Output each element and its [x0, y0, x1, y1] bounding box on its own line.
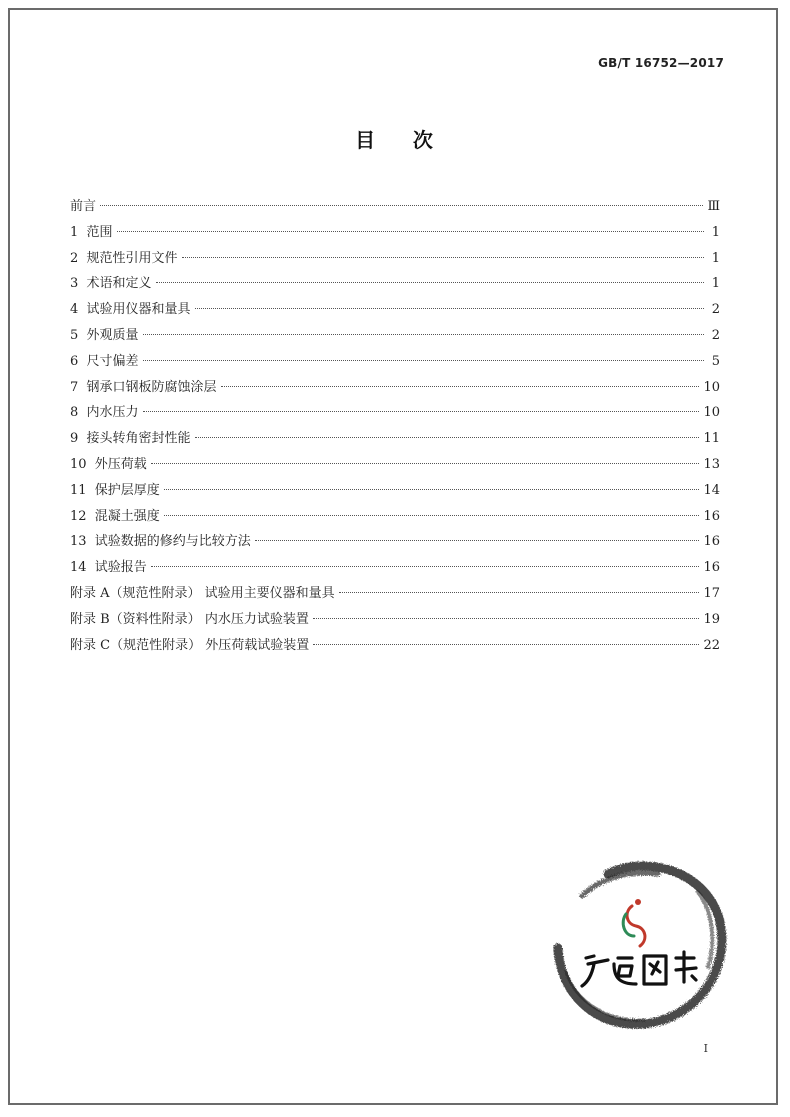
- toc-leader-dots: [151, 566, 700, 567]
- toc-entry-page: 11: [703, 431, 720, 447]
- toc-entry-page: Ⅲ: [707, 199, 720, 214]
- toc-entry-label: 附录 B（资料性附录） 内水压力试验装置: [70, 611, 309, 627]
- toc-entry-page: 16: [703, 508, 720, 524]
- table-of-contents: [70, 194, 720, 658]
- standard-code: GB/T 16752—2017: [598, 56, 724, 70]
- toc-entry[interactable]: [70, 478, 720, 504]
- watermark-seal: [548, 852, 728, 1032]
- toc-entry-label: 12 混凝土强度: [70, 508, 160, 524]
- page-number: I: [703, 1042, 708, 1055]
- toc-leader-dots: [255, 540, 700, 541]
- toc-entry-label: 7 钢承口钢板防腐蚀涂层: [70, 379, 217, 395]
- toc-entry[interactable]: [70, 375, 720, 401]
- toc-entry-page: 5: [711, 353, 720, 369]
- toc-entry-page: 1: [711, 224, 720, 240]
- toc-entry-label: 9 接头转角密封性能: [70, 431, 191, 447]
- toc-entry[interactable]: [70, 581, 720, 607]
- toc-entry-label: 5 外观质量: [70, 327, 139, 343]
- toc-entry-label: 11 保护层厚度: [70, 482, 160, 498]
- toc-entry-label: 附录 C（规范性附录） 外压荷载试验装置: [70, 637, 310, 653]
- toc-entry[interactable]: [70, 555, 720, 581]
- toc-leader-dots: [339, 592, 700, 593]
- page-title: 目 次: [355, 128, 435, 152]
- toc-leader-dots: [195, 308, 704, 309]
- toc-entry-page: 22: [703, 637, 720, 653]
- toc-leader-dots: [117, 231, 704, 232]
- toc-entry-label: 14 试验报告: [70, 560, 147, 576]
- toc-entry-page: 1: [711, 276, 720, 292]
- toc-leader-dots: [313, 618, 700, 619]
- toc-leader-dots: [100, 205, 703, 206]
- toc-entry-page: 13: [703, 456, 720, 472]
- toc-leader-dots: [182, 257, 704, 258]
- toc-entry-page: 16: [703, 560, 720, 576]
- toc-entry-page: 1: [711, 250, 720, 266]
- toc-entry-page: 19: [703, 611, 720, 627]
- toc-entry[interactable]: [70, 452, 720, 478]
- toc-entry-label: 1 范围: [70, 224, 113, 240]
- toc-entry-label: 6 尺寸偏差: [70, 353, 139, 369]
- toc-entry-page: 16: [703, 534, 720, 550]
- toc-entry-label: 前言: [70, 199, 97, 214]
- toc-entry-page: 2: [711, 327, 720, 343]
- toc-entry-page: 2: [711, 302, 720, 318]
- toc-entry-page: 17: [703, 585, 720, 601]
- toc-entry-page: 14: [703, 482, 720, 498]
- seal-calligraphy-text: [582, 952, 696, 986]
- toc-entry-label: 8 内水压力: [70, 405, 139, 421]
- toc-leader-dots: [143, 360, 704, 361]
- toc-leader-dots: [221, 386, 700, 387]
- toc-leader-dots: [143, 411, 700, 412]
- toc-entry-label: 10 外压荷载: [70, 456, 147, 472]
- toc-entry-label: 13 试验数据的修约与比较方法: [70, 534, 251, 550]
- toc-leader-dots: [313, 644, 699, 645]
- toc-leader-dots: [164, 489, 700, 490]
- toc-entry-label: 3 术语和定义: [70, 276, 152, 292]
- toc-leader-dots: [156, 282, 704, 283]
- toc-entry[interactable]: [70, 633, 720, 659]
- toc-leader-dots: [195, 437, 700, 438]
- toc-entry[interactable]: [70, 400, 720, 426]
- toc-entry[interactable]: [70, 271, 720, 297]
- toc-entry[interactable]: [70, 504, 720, 530]
- toc-entry-page: 10: [703, 379, 720, 395]
- seal-logo-icon: [623, 899, 645, 946]
- toc-entry[interactable]: [70, 297, 720, 323]
- toc-entry[interactable]: [70, 323, 720, 349]
- toc-leader-dots: [151, 463, 700, 464]
- toc-entry[interactable]: [70, 246, 720, 272]
- toc-entry[interactable]: [70, 529, 720, 555]
- toc-entry-label: 2 规范性引用文件: [70, 250, 178, 266]
- toc-entry-label: 4 试验用仪器和量具: [70, 302, 191, 318]
- toc-entry[interactable]: [70, 194, 720, 220]
- toc-entry[interactable]: [70, 426, 720, 452]
- toc-entry[interactable]: [70, 607, 720, 633]
- toc-entry[interactable]: [70, 349, 720, 375]
- toc-entry-page: 10: [703, 405, 720, 421]
- toc-leader-dots: [164, 515, 700, 516]
- toc-entry-label: 附录 A（规范性附录） 试验用主要仪器和量具: [70, 585, 335, 601]
- toc-entry[interactable]: [70, 220, 720, 246]
- toc-leader-dots: [143, 334, 704, 335]
